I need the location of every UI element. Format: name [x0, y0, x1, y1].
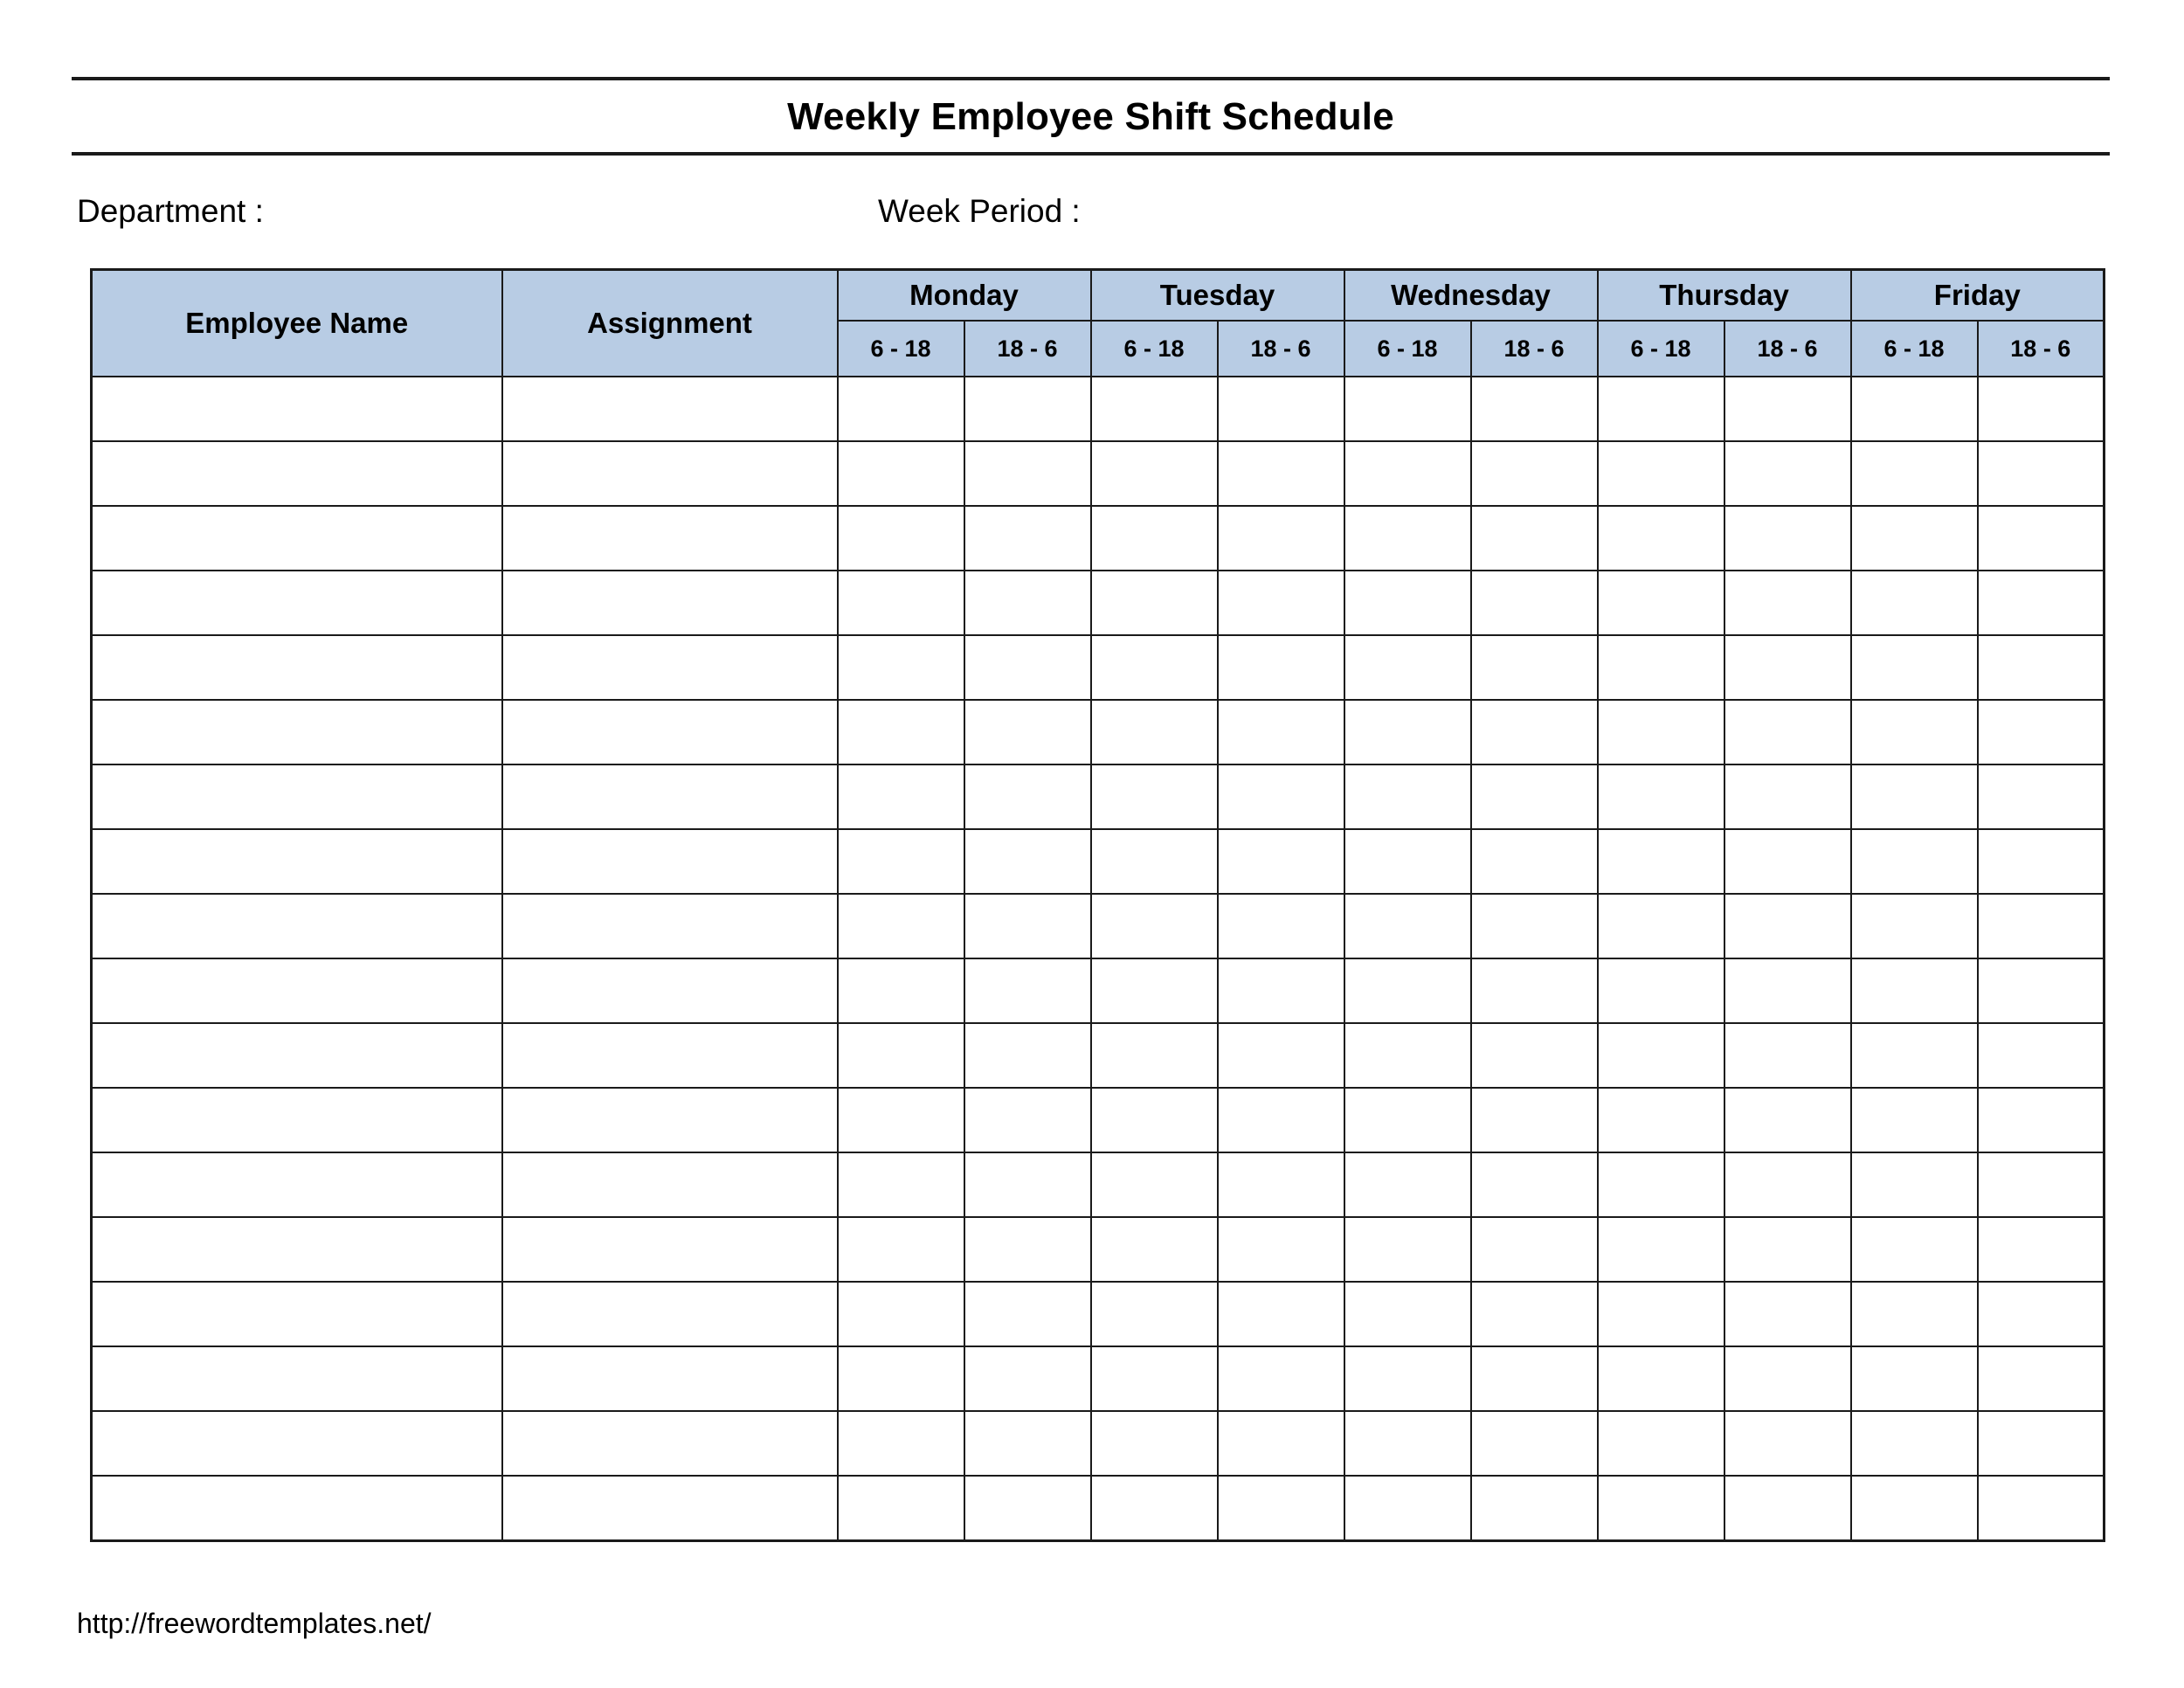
cell-employee-name[interactable] [92, 377, 502, 441]
cell-shift[interactable] [1978, 1088, 2105, 1152]
cell-shift[interactable] [838, 635, 964, 700]
cell-shift[interactable] [1218, 829, 1344, 894]
cell-shift[interactable] [1471, 1346, 1598, 1411]
cell-shift[interactable] [838, 506, 964, 571]
cell-shift[interactable] [1471, 1476, 1598, 1541]
cell-shift[interactable] [1598, 700, 1724, 764]
cell-employee-name[interactable] [92, 1346, 502, 1411]
cell-shift[interactable] [1218, 506, 1344, 571]
cell-shift[interactable] [838, 571, 964, 635]
header-assignment: Assignment [502, 270, 838, 377]
cell-shift[interactable] [1091, 1411, 1218, 1476]
cell-shift[interactable] [1091, 571, 1218, 635]
cell-assignment[interactable] [502, 1346, 838, 1411]
cell-shift[interactable] [1978, 1346, 2105, 1411]
cell-shift[interactable] [1471, 1023, 1598, 1088]
cell-shift[interactable] [964, 1411, 1091, 1476]
table-row[interactable] [92, 635, 2105, 700]
cell-shift[interactable] [1344, 1217, 1471, 1282]
cell-shift[interactable] [1471, 1217, 1598, 1282]
cell-shift[interactable] [838, 700, 964, 764]
cell-shift[interactable] [1598, 1346, 1724, 1411]
cell-shift[interactable] [1471, 441, 1598, 506]
cell-shift[interactable] [1724, 377, 1851, 441]
cell-shift[interactable] [1091, 506, 1218, 571]
table-row[interactable] [92, 377, 2105, 441]
header-day-friday: Friday [1851, 270, 2105, 322]
cell-shift[interactable] [1978, 700, 2105, 764]
cell-shift[interactable] [1978, 635, 2105, 700]
cell-shift[interactable] [838, 377, 964, 441]
cell-employee-name[interactable] [92, 764, 502, 829]
cell-shift[interactable] [1978, 1023, 2105, 1088]
page-title: Weekly Employee Shift Schedule [787, 95, 1394, 138]
cell-shift[interactable] [964, 764, 1091, 829]
title-rule-bottom [72, 152, 2110, 156]
header-shift-tuesday-night: 18 - 6 [1218, 321, 1344, 377]
cell-assignment[interactable] [502, 635, 838, 700]
cell-shift[interactable] [1724, 1152, 1851, 1217]
cell-shift[interactable] [1851, 894, 1978, 958]
cell-shift[interactable] [964, 700, 1091, 764]
cell-shift[interactable] [1218, 894, 1344, 958]
cell-shift[interactable] [1724, 1476, 1851, 1541]
week-period-label: Week Period : [878, 193, 1081, 229]
cell-employee-name[interactable] [92, 1411, 502, 1476]
cell-shift[interactable] [1471, 829, 1598, 894]
department-label: Department : [77, 193, 264, 229]
cell-shift[interactable] [1218, 700, 1344, 764]
cell-employee-name[interactable] [92, 571, 502, 635]
cell-shift[interactable] [1978, 441, 2105, 506]
header-row-days [92, 270, 2105, 322]
cell-shift[interactable] [1344, 1346, 1471, 1411]
cell-shift[interactable] [1091, 1152, 1218, 1217]
cell-shift[interactable] [1851, 958, 1978, 1023]
cell-shift[interactable] [1724, 700, 1851, 764]
cell-shift[interactable] [964, 1282, 1091, 1346]
cell-shift[interactable] [1724, 571, 1851, 635]
cell-shift[interactable] [838, 829, 964, 894]
cell-shift[interactable] [1598, 1476, 1724, 1541]
cell-shift[interactable] [1344, 571, 1471, 635]
cell-employee-name[interactable] [92, 1476, 502, 1541]
cell-shift[interactable] [1978, 764, 2105, 829]
cell-shift[interactable] [964, 571, 1091, 635]
cell-shift[interactable] [1471, 571, 1598, 635]
table-row[interactable] [92, 441, 2105, 506]
cell-shift[interactable] [1344, 1282, 1471, 1346]
header-day-thursday: Thursday [1598, 270, 1851, 322]
cell-shift[interactable] [1851, 1476, 1978, 1541]
cell-shift[interactable] [1218, 635, 1344, 700]
cell-shift[interactable] [1218, 441, 1344, 506]
cell-shift[interactable] [1851, 1152, 1978, 1217]
table-body [92, 377, 2105, 1541]
cell-shift[interactable] [1978, 571, 2105, 635]
table-row[interactable] [92, 1088, 2105, 1152]
cell-shift[interactable] [1091, 958, 1218, 1023]
cell-shift[interactable] [1471, 764, 1598, 829]
cell-shift[interactable] [964, 1476, 1091, 1541]
cell-shift[interactable] [1218, 1023, 1344, 1088]
cell-shift[interactable] [964, 635, 1091, 700]
cell-shift[interactable] [964, 1088, 1091, 1152]
cell-shift[interactable] [838, 1282, 964, 1346]
cell-shift[interactable] [1344, 635, 1471, 700]
cell-shift[interactable] [1724, 1088, 1851, 1152]
cell-shift[interactable] [1978, 1476, 2105, 1541]
cell-shift[interactable] [1598, 1217, 1724, 1282]
cell-assignment[interactable] [502, 1411, 838, 1476]
cell-shift[interactable] [1344, 700, 1471, 764]
cell-shift[interactable] [1218, 1476, 1344, 1541]
cell-shift[interactable] [838, 1476, 964, 1541]
header-shift-thursday-night: 18 - 6 [1724, 321, 1851, 377]
cell-shift[interactable] [1851, 1346, 1978, 1411]
table-row[interactable] [92, 571, 2105, 635]
cell-shift[interactable] [1344, 829, 1471, 894]
header-shift-wednesday-night: 18 - 6 [1471, 321, 1598, 377]
cell-shift[interactable] [838, 958, 964, 1023]
schedule-table-wrapper [90, 268, 2104, 1542]
cell-shift[interactable] [1471, 377, 1598, 441]
cell-shift[interactable] [1218, 1282, 1344, 1346]
cell-shift[interactable] [1091, 377, 1218, 441]
cell-assignment[interactable] [502, 958, 838, 1023]
cell-shift[interactable] [964, 506, 1091, 571]
cell-shift[interactable] [838, 1346, 964, 1411]
cell-shift[interactable] [1471, 894, 1598, 958]
cell-shift[interactable] [1091, 441, 1218, 506]
table-row[interactable] [92, 506, 2105, 571]
cell-shift[interactable] [1978, 829, 2105, 894]
cell-shift[interactable] [1598, 1411, 1724, 1476]
cell-shift[interactable] [1598, 1023, 1724, 1088]
cell-shift[interactable] [1724, 1217, 1851, 1282]
cell-shift[interactable] [1344, 958, 1471, 1023]
cell-shift[interactable] [838, 1217, 964, 1282]
cell-employee-name[interactable] [92, 441, 502, 506]
cell-assignment[interactable] [502, 829, 838, 894]
table-row[interactable] [92, 700, 2105, 764]
meta-row [0, 185, 2184, 238]
cell-shift[interactable] [1218, 377, 1344, 441]
table-row[interactable] [92, 1346, 2105, 1411]
table-row[interactable] [92, 1476, 2105, 1541]
cell-shift[interactable] [1218, 764, 1344, 829]
cell-shift[interactable] [838, 1152, 964, 1217]
cell-assignment[interactable] [502, 506, 838, 571]
cell-shift[interactable] [1091, 1476, 1218, 1541]
cell-shift[interactable] [1471, 506, 1598, 571]
cell-employee-name[interactable] [92, 829, 502, 894]
cell-shift[interactable] [1851, 1282, 1978, 1346]
cell-employee-name[interactable] [92, 1088, 502, 1152]
cell-employee-name[interactable] [92, 894, 502, 958]
cell-shift[interactable] [1218, 1152, 1344, 1217]
cell-assignment[interactable] [502, 1088, 838, 1152]
cell-shift[interactable] [1218, 1346, 1344, 1411]
cell-assignment[interactable] [502, 441, 838, 506]
cell-assignment[interactable] [502, 377, 838, 441]
table-header [92, 270, 2105, 377]
cell-employee-name[interactable] [92, 700, 502, 764]
table-row[interactable] [92, 958, 2105, 1023]
cell-employee-name[interactable] [92, 958, 502, 1023]
cell-shift[interactable] [1724, 441, 1851, 506]
cell-assignment[interactable] [502, 1476, 838, 1541]
cell-assignment[interactable] [502, 571, 838, 635]
shift-schedule-table [90, 268, 2105, 1542]
cell-shift[interactable] [1724, 764, 1851, 829]
cell-shift[interactable] [1851, 635, 1978, 700]
cell-shift[interactable] [1978, 894, 2105, 958]
cell-shift[interactable] [1471, 1282, 1598, 1346]
header-shift-friday-night: 18 - 6 [1978, 321, 2105, 377]
table-row[interactable] [92, 1152, 2105, 1217]
cell-assignment[interactable] [502, 1282, 838, 1346]
cell-employee-name[interactable] [92, 1217, 502, 1282]
cell-shift[interactable] [1978, 1152, 2105, 1217]
cell-shift[interactable] [1344, 1152, 1471, 1217]
cell-employee-name[interactable] [92, 1023, 502, 1088]
cell-shift[interactable] [1218, 1088, 1344, 1152]
cell-shift[interactable] [1218, 958, 1344, 1023]
cell-shift[interactable] [1851, 1411, 1978, 1476]
cell-shift[interactable] [1724, 635, 1851, 700]
cell-shift[interactable] [838, 1088, 964, 1152]
cell-employee-name[interactable] [92, 1282, 502, 1346]
cell-shift[interactable] [1218, 571, 1344, 635]
cell-shift[interactable] [1344, 377, 1471, 441]
cell-shift[interactable] [1218, 1217, 1344, 1282]
cell-shift[interactable] [1598, 829, 1724, 894]
cell-shift[interactable] [1091, 1023, 1218, 1088]
header-shift-wednesday-day: 6 - 18 [1344, 321, 1471, 377]
header-day-tuesday: Tuesday [1091, 270, 1344, 322]
header-shift-friday-day: 6 - 18 [1851, 321, 1978, 377]
cell-shift[interactable] [1851, 829, 1978, 894]
cell-shift[interactable] [1851, 700, 1978, 764]
cell-shift[interactable] [1218, 1411, 1344, 1476]
cell-assignment[interactable] [502, 700, 838, 764]
header-shift-monday-day: 6 - 18 [838, 321, 964, 377]
cell-shift[interactable] [1724, 1282, 1851, 1346]
cell-shift[interactable] [964, 958, 1091, 1023]
cell-shift[interactable] [1344, 1088, 1471, 1152]
table-row[interactable] [92, 1023, 2105, 1088]
cell-shift[interactable] [1344, 1476, 1471, 1541]
cell-shift[interactable] [1851, 377, 1978, 441]
cell-shift[interactable] [964, 377, 1091, 441]
cell-shift[interactable] [1091, 764, 1218, 829]
cell-shift[interactable] [1344, 894, 1471, 958]
cell-shift[interactable] [1344, 764, 1471, 829]
table-row[interactable] [92, 829, 2105, 894]
cell-shift[interactable] [1851, 571, 1978, 635]
cell-shift[interactable] [1471, 1411, 1598, 1476]
cell-shift[interactable] [1851, 1088, 1978, 1152]
cell-shift[interactable] [1851, 506, 1978, 571]
cell-shift[interactable] [838, 894, 964, 958]
cell-shift[interactable] [1471, 635, 1598, 700]
cell-shift[interactable] [1724, 958, 1851, 1023]
footer-url: http://freewordtemplates.net/ [77, 1608, 432, 1639]
header-shift-tuesday-day: 6 - 18 [1091, 321, 1218, 377]
table-row[interactable] [92, 1217, 2105, 1282]
cell-assignment[interactable] [502, 1023, 838, 1088]
cell-shift[interactable] [838, 441, 964, 506]
cell-shift[interactable] [1724, 1411, 1851, 1476]
cell-shift[interactable] [1598, 764, 1724, 829]
cell-shift[interactable] [1091, 894, 1218, 958]
cell-shift[interactable] [1471, 1088, 1598, 1152]
cell-shift[interactable] [1471, 700, 1598, 764]
header-day-monday: Monday [838, 270, 1091, 322]
cell-shift[interactable] [1598, 958, 1724, 1023]
cell-shift[interactable] [1978, 1282, 2105, 1346]
cell-shift[interactable] [1724, 1346, 1851, 1411]
cell-shift[interactable] [1851, 1217, 1978, 1282]
cell-shift[interactable] [964, 894, 1091, 958]
cell-shift[interactable] [1724, 506, 1851, 571]
cell-shift[interactable] [1598, 1282, 1724, 1346]
cell-shift[interactable] [1091, 635, 1218, 700]
header-shift-monday-night: 18 - 6 [964, 321, 1091, 377]
cell-shift[interactable] [1978, 1217, 2105, 1282]
cell-shift[interactable] [1091, 700, 1218, 764]
cell-shift[interactable] [1598, 1088, 1724, 1152]
cell-employee-name[interactable] [92, 506, 502, 571]
cell-shift[interactable] [1471, 1152, 1598, 1217]
cell-shift[interactable] [964, 1152, 1091, 1217]
cell-shift[interactable] [1598, 441, 1724, 506]
cell-shift[interactable] [1091, 1217, 1218, 1282]
cell-shift[interactable] [1724, 1023, 1851, 1088]
cell-shift[interactable] [964, 1023, 1091, 1088]
cell-shift[interactable] [1851, 441, 1978, 506]
table-row[interactable] [92, 1282, 2105, 1346]
cell-shift[interactable] [1598, 635, 1724, 700]
cell-assignment[interactable] [502, 764, 838, 829]
cell-shift[interactable] [1598, 377, 1724, 441]
header-day-wednesday: Wednesday [1344, 270, 1598, 322]
cell-shift[interactable] [964, 441, 1091, 506]
cell-employee-name[interactable] [92, 635, 502, 700]
cell-assignment[interactable] [502, 1152, 838, 1217]
cell-shift[interactable] [1978, 1411, 2105, 1476]
cell-shift[interactable] [964, 829, 1091, 894]
cell-shift[interactable] [1851, 1023, 1978, 1088]
cell-shift[interactable] [1598, 894, 1724, 958]
cell-shift[interactable] [1471, 958, 1598, 1023]
cell-shift[interactable] [1091, 1282, 1218, 1346]
cell-shift[interactable] [964, 1217, 1091, 1282]
table-row[interactable] [92, 1411, 2105, 1476]
cell-shift[interactable] [1598, 1152, 1724, 1217]
cell-shift[interactable] [964, 1346, 1091, 1411]
cell-shift[interactable] [1344, 506, 1471, 571]
cell-shift[interactable] [1091, 829, 1218, 894]
cell-shift[interactable] [838, 1411, 964, 1476]
header-shift-thursday-day: 6 - 18 [1598, 321, 1724, 377]
cell-assignment[interactable] [502, 894, 838, 958]
table-row[interactable] [92, 894, 2105, 958]
table-row[interactable] [92, 764, 2105, 829]
cell-shift[interactable] [1978, 958, 2105, 1023]
cell-shift[interactable] [1598, 571, 1724, 635]
cell-assignment[interactable] [502, 1217, 838, 1282]
header-employee-name: Employee Name [92, 270, 502, 377]
cell-shift[interactable] [1344, 1023, 1471, 1088]
title-rule-top [72, 77, 2110, 80]
cell-shift[interactable] [1344, 441, 1471, 506]
cell-shift[interactable] [1344, 1411, 1471, 1476]
cell-shift[interactable] [1978, 506, 2105, 571]
cell-shift[interactable] [1091, 1088, 1218, 1152]
cell-shift[interactable] [1724, 829, 1851, 894]
cell-shift[interactable] [838, 1023, 964, 1088]
cell-shift[interactable] [1724, 894, 1851, 958]
cell-shift[interactable] [1091, 1346, 1218, 1411]
cell-shift[interactable] [1598, 506, 1724, 571]
cell-shift[interactable] [1978, 377, 2105, 441]
cell-shift[interactable] [1851, 764, 1978, 829]
cell-shift[interactable] [838, 764, 964, 829]
cell-employee-name[interactable] [92, 1152, 502, 1217]
